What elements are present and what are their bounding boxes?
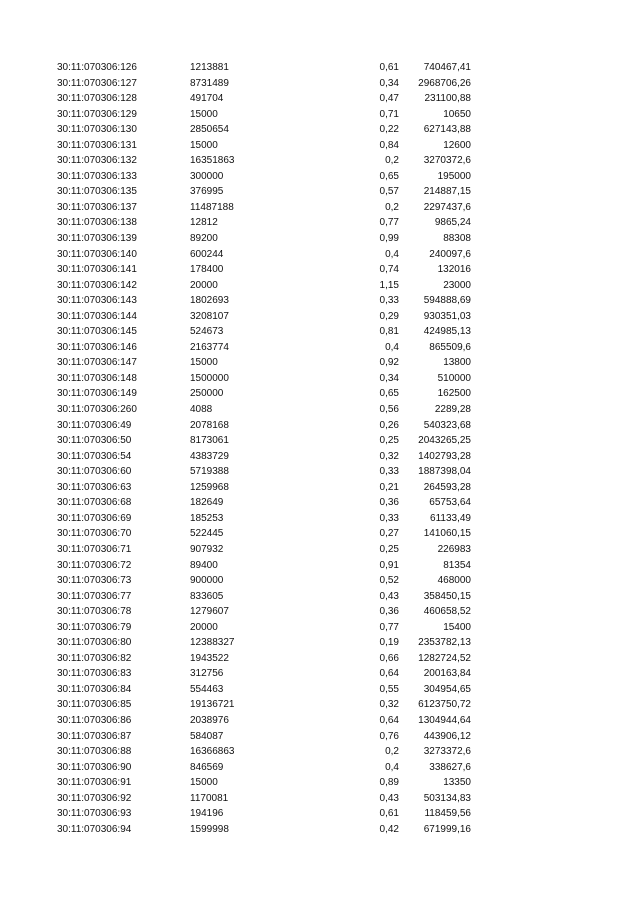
- table-row: [0, 573, 640, 589]
- table-row: [0, 262, 640, 278]
- cadastral-number-cell: 30:11:070306:82: [57, 652, 132, 664]
- value-cell: 740467,41: [423, 62, 471, 73]
- table-row: [0, 635, 640, 651]
- cadastral-number-cell: 30:11:070306:143: [57, 295, 137, 307]
- value-cell: 81354: [443, 559, 471, 571]
- cadastral-number-cell: 30:11:070306:78: [57, 606, 132, 618]
- area-cell: 3208107: [190, 310, 229, 322]
- table-row: [0, 231, 640, 247]
- rate-cell: 0,64: [379, 668, 399, 680]
- cadastral-number-cell: 30:11:070306:54: [57, 450, 132, 462]
- cadastral-number-cell: 30:11:070306:71: [57, 543, 132, 555]
- cadastral-number-cell: 30:11:070306:49: [57, 419, 132, 431]
- rate-cell: 0,64: [379, 714, 399, 726]
- table-row: [0, 449, 640, 465]
- rate-cell: 0,71: [379, 108, 399, 120]
- area-cell: 846569: [190, 761, 224, 773]
- rate-cell: 0,52: [379, 575, 399, 587]
- rate-cell: 0,29: [379, 310, 399, 322]
- cadastral-number-cell: 30:11:070306:139: [57, 233, 137, 245]
- value-cell: 10650: [443, 108, 471, 120]
- table-row: [0, 355, 640, 371]
- value-cell: 1282724,52: [418, 652, 471, 664]
- table-row: [0, 309, 640, 325]
- area-cell: 312756: [190, 668, 224, 680]
- cadastral-number-cell: 30:11:070306:140: [57, 248, 137, 260]
- value-cell: 865509,6: [429, 341, 471, 353]
- value-cell: 15400: [443, 621, 471, 633]
- cadastral-number-cell: 30:11:070306:137: [57, 201, 137, 213]
- cadastral-number-cell: 30:11:070306:84: [57, 683, 132, 695]
- rate-cell: 0,43: [379, 590, 399, 602]
- table-row: [0, 215, 640, 231]
- value-cell: 88308: [443, 233, 471, 245]
- cadastral-number-cell: 30:11:070306:141: [57, 264, 137, 276]
- table-row: [0, 371, 640, 387]
- table-row: [0, 775, 640, 791]
- cadastral-number-cell: 30:11:070306:94: [57, 823, 132, 835]
- rate-cell: 0,43: [379, 792, 399, 804]
- rate-cell: 0,77: [379, 621, 399, 633]
- table-row: [0, 620, 640, 636]
- area-cell: 2078168: [190, 419, 229, 431]
- table-row: [0, 433, 640, 449]
- rate-cell: 0,99: [379, 233, 399, 245]
- area-cell: 900000: [190, 575, 224, 587]
- value-cell: 195000: [437, 170, 471, 182]
- area-cell: 4383729: [190, 450, 229, 462]
- value-cell: 304954,65: [423, 683, 471, 695]
- table-row: [0, 200, 640, 216]
- table-row: [0, 60, 640, 76]
- area-cell: 185253: [190, 512, 224, 524]
- table-row: [0, 278, 640, 294]
- area-cell: 194196: [190, 808, 224, 820]
- table-row: [0, 806, 640, 822]
- rate-cell: 0,81: [379, 326, 399, 338]
- area-cell: 11487188: [190, 201, 234, 213]
- area-cell: 8173061: [190, 435, 229, 447]
- value-cell: 358450,15: [423, 590, 471, 602]
- value-cell: 930351,03: [423, 310, 471, 322]
- cadastral-number-cell: 30:11:070306:132: [57, 155, 137, 167]
- cadastral-number-cell: 30:11:070306:70: [57, 528, 132, 540]
- table-row: [0, 558, 640, 574]
- value-cell: 200163,84: [423, 668, 471, 680]
- value-cell: 2297437,6: [423, 201, 471, 213]
- area-cell: 833605: [190, 590, 224, 602]
- value-cell: 13350: [443, 777, 471, 789]
- rate-cell: 0,2: [385, 155, 399, 167]
- cadastral-number-cell: 30:11:070306:92: [57, 792, 132, 804]
- cadastral-number-cell: 30:11:070306:90: [57, 761, 132, 773]
- table-row: [0, 589, 640, 605]
- table-row: [0, 153, 640, 169]
- value-cell: 424985,13: [423, 326, 471, 338]
- area-cell: 15000: [190, 357, 218, 369]
- table-row: [0, 495, 640, 511]
- area-cell: 178400: [190, 264, 224, 276]
- value-cell: 61133,49: [430, 512, 471, 524]
- cadastral-number-cell: 30:11:070306:129: [57, 108, 137, 120]
- value-cell: 6123750,72: [418, 699, 471, 711]
- value-cell: 510000: [437, 372, 471, 384]
- cadastral-number-cell: 30:11:070306:133: [57, 170, 137, 182]
- table-row: [0, 324, 640, 340]
- rate-cell: 0,25: [379, 435, 399, 447]
- rate-cell: 1,15: [379, 279, 399, 291]
- value-cell: 118459,56: [424, 808, 471, 820]
- cadastral-number-cell: 30:11:070306:145: [57, 326, 137, 338]
- table-row: [0, 604, 640, 620]
- cadastral-number-cell: 30:11:070306:83: [57, 668, 132, 680]
- value-cell: 240097,6: [429, 248, 471, 260]
- area-cell: 554463: [190, 683, 224, 695]
- table-row: [0, 744, 640, 760]
- cadastral-number-cell: 30:11:070306:87: [57, 730, 132, 742]
- table-row: [0, 76, 640, 92]
- value-cell: 1402793,28: [418, 450, 471, 462]
- value-cell: 231100,88: [424, 93, 471, 105]
- table-row: [0, 138, 640, 154]
- cadastral-number-cell: 30:11:070306:127: [57, 77, 137, 89]
- area-cell: 2038976: [190, 714, 229, 726]
- value-cell: 226983: [437, 543, 471, 555]
- table-row: [0, 386, 640, 402]
- table-row: [0, 107, 640, 123]
- cadastral-number-cell: 30:11:070306:80: [57, 637, 132, 649]
- table-row: [0, 340, 640, 356]
- table-row: [0, 418, 640, 434]
- area-cell: 907932: [190, 543, 224, 555]
- area-cell: 20000: [190, 621, 218, 633]
- rate-cell: 0,92: [379, 357, 399, 369]
- table-row: [0, 464, 640, 480]
- area-cell: 2163774: [190, 341, 229, 353]
- value-cell: 468000: [437, 575, 471, 587]
- rate-cell: 0,76: [379, 730, 399, 742]
- table-row: [0, 651, 640, 667]
- table-row: [0, 402, 640, 418]
- area-cell: 491704: [190, 93, 224, 105]
- rate-cell: 0,2: [385, 746, 399, 758]
- rate-cell: 0,36: [379, 497, 399, 509]
- cadastral-number-cell: 30:11:070306:260: [57, 404, 137, 416]
- cadastral-number-cell: 30:11:070306:146: [57, 341, 137, 353]
- value-cell: 2289,28: [434, 404, 471, 416]
- value-cell: 1304944,64: [418, 714, 471, 726]
- rate-cell: 0,33: [379, 466, 399, 478]
- table-row: [0, 91, 640, 107]
- area-cell: 1213881: [190, 62, 229, 73]
- cadastral-number-cell: 30:11:070306:79: [57, 621, 132, 633]
- value-cell: 214887,15: [423, 186, 471, 198]
- area-cell: 89400: [190, 559, 218, 571]
- cadastral-number-cell: 30:11:070306:63: [57, 481, 132, 493]
- value-cell: 671999,16: [423, 823, 471, 835]
- area-cell: 522445: [190, 528, 224, 540]
- rate-cell: 0,32: [379, 450, 399, 462]
- area-cell: 16351863: [190, 155, 235, 167]
- cadastral-number-cell: 30:11:070306:77: [57, 590, 132, 602]
- rate-cell: 0,65: [379, 388, 399, 400]
- value-cell: 13800: [443, 357, 471, 369]
- cadastral-number-cell: 30:11:070306:147: [57, 357, 137, 369]
- area-cell: 584087: [190, 730, 224, 742]
- cadastral-number-cell: 30:11:070306:91: [57, 777, 132, 789]
- value-cell: 443906,12: [423, 730, 471, 742]
- cadastral-number-cell: 30:11:070306:138: [57, 217, 137, 229]
- table-row: [0, 480, 640, 496]
- rate-cell: 0,77: [379, 217, 399, 229]
- area-cell: 300000: [190, 170, 224, 182]
- table-row: [0, 666, 640, 682]
- cadastral-number-cell: 30:11:070306:73: [57, 575, 132, 587]
- value-cell: 1887398,04: [418, 466, 471, 478]
- rate-cell: 0,61: [379, 62, 399, 73]
- area-cell: 1500000: [190, 372, 229, 384]
- rate-cell: 0,57: [379, 186, 399, 198]
- cadastral-number-cell: 30:11:070306:50: [57, 435, 132, 447]
- value-cell: 12600: [443, 139, 471, 151]
- table-row: [0, 247, 640, 263]
- cadastral-number-cell: 30:11:070306:60: [57, 466, 132, 478]
- value-cell: 3273372,6: [423, 746, 471, 758]
- data-table: [0, 60, 640, 837]
- cadastral-number-cell: 30:11:070306:85: [57, 699, 132, 711]
- value-cell: 460658,52: [423, 606, 471, 618]
- area-cell: 89200: [190, 233, 218, 245]
- rate-cell: 0,33: [379, 295, 399, 307]
- cadastral-number-cell: 30:11:070306:86: [57, 714, 132, 726]
- value-cell: 162500: [437, 388, 471, 400]
- cadastral-number-cell: 30:11:070306:148: [57, 372, 137, 384]
- rate-cell: 0,42: [379, 823, 399, 835]
- area-cell: 1170081: [190, 792, 229, 804]
- rate-cell: 0,66: [379, 652, 399, 664]
- rate-cell: 0,33: [379, 512, 399, 524]
- rate-cell: 0,26: [379, 419, 399, 431]
- value-cell: 540323,68: [423, 419, 471, 431]
- value-cell: 2968706,26: [418, 77, 471, 89]
- rate-cell: 0,89: [379, 777, 399, 789]
- cadastral-number-cell: 30:11:070306:88: [57, 746, 132, 758]
- value-cell: 264593,28: [423, 481, 471, 493]
- area-cell: 1802693: [190, 295, 229, 307]
- cadastral-number-cell: 30:11:070306:130: [57, 124, 137, 136]
- rate-cell: 0,2: [385, 201, 399, 213]
- value-cell: 2043265,25: [418, 435, 471, 447]
- rate-cell: 0,4: [385, 341, 399, 353]
- value-cell: 3270372,6: [423, 155, 471, 167]
- rate-cell: 0,4: [385, 248, 399, 260]
- cadastral-number-cell: 30:11:070306:144: [57, 310, 137, 322]
- cadastral-number-cell: 30:11:070306:131: [57, 139, 137, 151]
- area-cell: 600244: [190, 248, 224, 260]
- rate-cell: 0,56: [379, 404, 399, 416]
- table-row: [0, 169, 640, 185]
- cadastral-number-cell: 30:11:070306:142: [57, 279, 137, 291]
- table-row: [0, 184, 640, 200]
- area-cell: 376995: [190, 186, 224, 198]
- area-cell: 8731489: [190, 77, 229, 89]
- value-cell: 627143,88: [423, 124, 471, 136]
- rate-cell: 0,27: [379, 528, 399, 540]
- value-cell: 503134,83: [423, 792, 471, 804]
- table-row: [0, 822, 640, 838]
- table-row: [0, 713, 640, 729]
- rate-cell: 0,47: [379, 93, 399, 105]
- area-cell: 15000: [190, 139, 218, 151]
- area-cell: 16366863: [190, 746, 235, 758]
- cadastral-number-cell: 30:11:070306:72: [57, 559, 132, 571]
- value-cell: 141060,15: [423, 528, 471, 540]
- table-row: [0, 293, 640, 309]
- area-cell: 2850654: [190, 124, 229, 136]
- area-cell: 19136721: [190, 699, 235, 711]
- table-row: [0, 729, 640, 745]
- table-row: [0, 511, 640, 527]
- rate-cell: 0,21: [379, 481, 399, 493]
- rate-cell: 0,4: [385, 761, 399, 773]
- area-cell: 15000: [190, 108, 218, 120]
- rate-cell: 0,36: [379, 606, 399, 618]
- area-cell: 20000: [190, 279, 218, 291]
- cadastral-number-cell: 30:11:070306:128: [57, 93, 137, 105]
- value-cell: 65753,64: [429, 497, 471, 509]
- area-cell: 15000: [190, 777, 218, 789]
- cadastral-number-cell: 30:11:070306:68: [57, 497, 132, 509]
- table-row: [0, 122, 640, 138]
- table-row: [0, 542, 640, 558]
- value-cell: 132016: [437, 264, 471, 276]
- value-cell: 23000: [443, 279, 471, 291]
- area-cell: 1943522: [190, 652, 229, 664]
- rate-cell: 0,91: [379, 559, 399, 571]
- table-row: [0, 697, 640, 713]
- cadastral-number-cell: 30:11:070306:93: [57, 808, 132, 820]
- table-row: [0, 526, 640, 542]
- value-cell: 594888,69: [423, 295, 471, 307]
- cadastral-number-cell: 30:11:070306:135: [57, 186, 137, 198]
- area-cell: 12812: [190, 217, 218, 229]
- rate-cell: 0,32: [379, 699, 399, 711]
- cadastral-number-cell: 30:11:070306:126: [57, 62, 137, 73]
- rate-cell: 0,61: [379, 808, 399, 820]
- rate-cell: 0,34: [379, 372, 399, 384]
- cadastral-number-cell: 30:11:070306:149: [57, 388, 137, 400]
- area-cell: 182649: [190, 497, 224, 509]
- area-cell: 12388327: [190, 637, 235, 649]
- area-cell: 5719388: [190, 466, 229, 478]
- value-cell: 9865,24: [434, 217, 471, 229]
- rate-cell: 0,55: [379, 683, 399, 695]
- rate-cell: 0,34: [379, 77, 399, 89]
- area-cell: 524673: [190, 326, 224, 338]
- area-cell: 1279607: [190, 606, 229, 618]
- table-row: [0, 791, 640, 807]
- area-cell: 1599998: [190, 823, 229, 835]
- rate-cell: 0,84: [379, 139, 399, 151]
- cadastral-number-cell: 30:11:070306:69: [57, 512, 132, 524]
- rate-cell: 0,65: [379, 170, 399, 182]
- area-cell: 1259968: [190, 481, 229, 493]
- rate-cell: 0,25: [379, 543, 399, 555]
- rate-cell: 0,22: [379, 124, 399, 136]
- table-row: [0, 760, 640, 776]
- table-row: [0, 682, 640, 698]
- value-cell: 2353782,13: [418, 637, 471, 649]
- rate-cell: 0,74: [379, 264, 399, 276]
- value-cell: 338627,6: [429, 761, 471, 773]
- rate-cell: 0,19: [379, 637, 399, 649]
- area-cell: 250000: [190, 388, 224, 400]
- area-cell: 4088: [190, 404, 213, 416]
